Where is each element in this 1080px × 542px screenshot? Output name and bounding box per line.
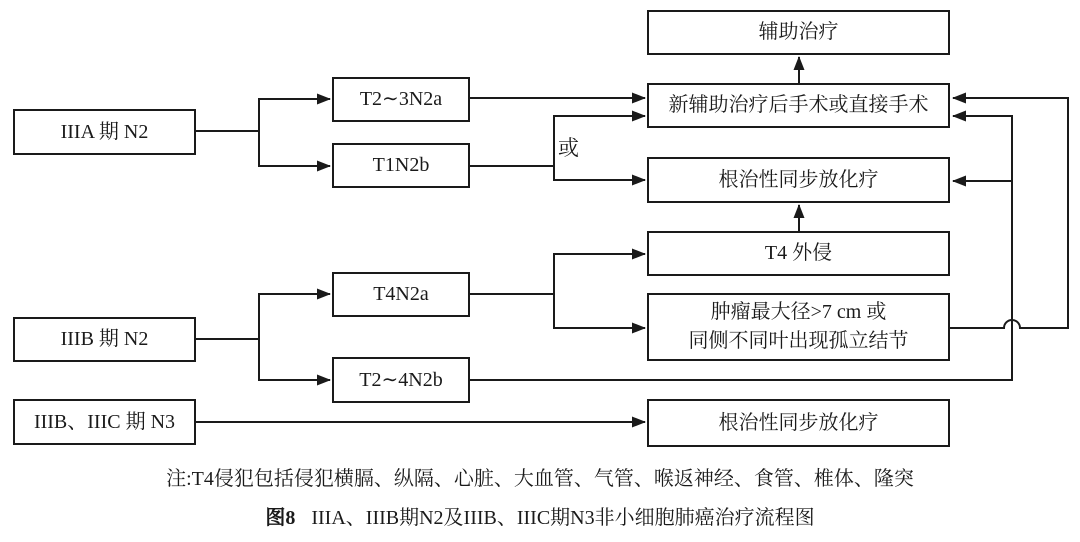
node-neoadjuvant-surgery: 新辅助治疗后手术或直接手术 — [647, 83, 950, 128]
figure-caption — [0, 501, 1080, 530]
node-stage-iiia-n2: IIIA 期 N2 — [13, 109, 196, 155]
connector-tumor-criteria-to-neoadjuvant — [950, 98, 1068, 328]
node-ccrt-lower: 根治性同步放化疗 — [647, 399, 950, 447]
node-tumor-criteria — [647, 293, 950, 361]
node-t4n2a: T4N2a — [332, 272, 470, 317]
node-t1n2b: T1N2b — [332, 143, 470, 188]
connector-stage3a-to-t1n2b — [259, 131, 330, 166]
node-t4-invasion: T4 外侵 — [647, 231, 950, 276]
node-t2-4n2b: T2∼4N2b — [332, 357, 470, 403]
node-ccrt-upper: 根治性同步放化疗 — [647, 157, 950, 203]
tumor-criteria-line1: 肿瘤最大径>7 cm 或 — [710, 301, 887, 323]
node-stage-iiib-n2: IIIB 期 N2 — [13, 317, 196, 362]
connector-stage3a-to-t2-3n2a — [196, 99, 330, 131]
node-t2-3n2a: T2∼3N2a — [332, 77, 470, 122]
connector-stage3b-to-t2-4n2b — [259, 339, 330, 380]
connector-t4n2a-to-tumor-criteria — [554, 294, 645, 328]
tumor-criteria-line2: 同侧不同叶出现孤立结节 — [688, 330, 909, 352]
figure-caption-number: 图8 — [265, 507, 296, 529]
or-connector-label: 或 — [558, 136, 579, 160]
figure-caption-text: IIIA、IIIB期N2及IIIB、IIIC期N3非小细胞肺癌治疗流程图 — [311, 507, 815, 529]
node-adjuvant-therapy: 辅助治疗 — [647, 10, 950, 55]
figure-note: 注:T4侵犯包括侵犯横膈、纵隔、心脏、大血管、气管、喉返神经、食管、椎体、隆突 — [166, 468, 914, 490]
connector-t4n2a-to-t4-invasion — [470, 254, 645, 294]
connector-stage3b-to-t4n2a — [196, 294, 330, 339]
connector-or-to-ccrt-upper — [554, 166, 645, 180]
node-stage-iiib-iiic-n3: IIIB、IIIC 期 N3 — [13, 399, 196, 445]
